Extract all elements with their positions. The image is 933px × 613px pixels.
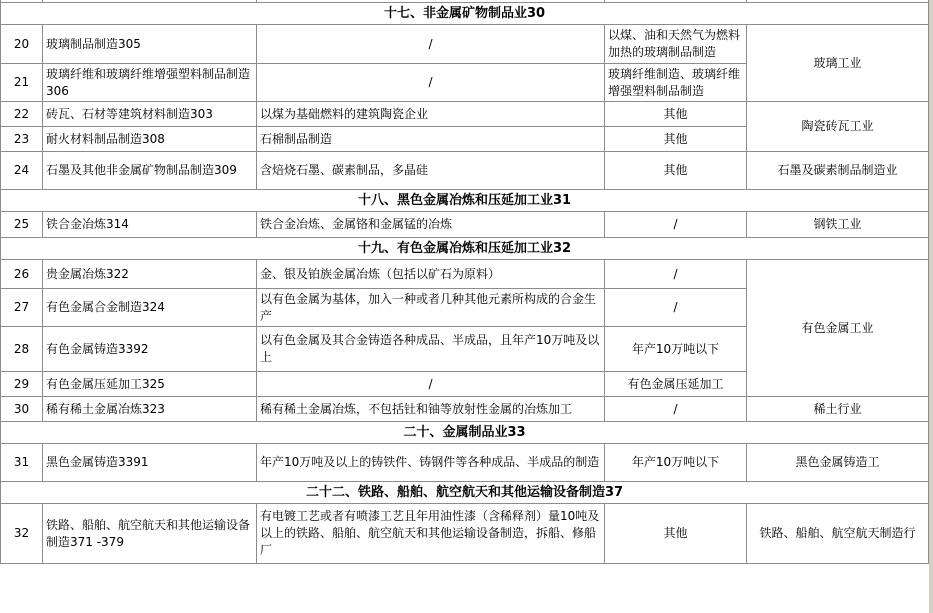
group-cell: 黑色金属铸造工 [747,444,929,482]
group-cell: 有色金属工业 [747,260,929,397]
row-number: 21 [1,64,43,102]
industry-cell: 有色金属合金制造324 [43,289,257,327]
industry-cell: 玻璃纤维和玻璃纤维增强塑料制品制造306 [43,64,257,102]
scope-cell: / [257,372,605,397]
industry-cell: 铁路、船舶、航空航天和其他运输设备制造371 -379 [43,504,257,564]
table-row [1,25,929,64]
window-edge [929,0,933,613]
row-number: 22 [1,102,43,127]
table-row [1,152,929,190]
section-row [1,422,929,444]
category-cell: / [605,260,747,289]
section-row [1,190,929,212]
scope-cell: 铁合金冶炼、金属铬和金属锰的冶炼 [257,212,605,238]
group-cell: 稀土行业 [747,397,929,422]
industry-cell: 稀有稀土金属冶炼323 [43,397,257,422]
row-number: 29 [1,372,43,397]
category-cell: / [605,397,747,422]
row-number: 30 [1,397,43,422]
row-number: 23 [1,127,43,152]
category-cell: 以煤、油和天然气为燃料加热的玻璃制品制造 [605,25,747,64]
row-number: 26 [1,260,43,289]
section-title: 十七、非金属矿物制品业30 [1,3,929,25]
scope-cell: 石棉制品制造 [257,127,605,152]
industry-cell: 有色金属铸造3392 [43,327,257,372]
industry-cell: 贵金属冶炼322 [43,260,257,289]
industry-cell: 石墨及其他非金属矿物制品制造309 [43,152,257,190]
industry-cell: 耐火材料制品制造308 [43,127,257,152]
table-row [1,504,929,564]
category-cell: 其他 [605,102,747,127]
section-row [1,238,929,260]
scope-cell: 有电镀工艺或者有喷漆工艺且年用油性漆（含稀释剂）量10吨及以上的铁路、船舶、航空航天和其他运输设备制造，拆船、修船厂 [257,504,605,564]
scope-cell: / [257,64,605,102]
table-row [1,397,929,422]
category-cell: 其他 [605,127,747,152]
category-cell: / [605,212,747,238]
category-cell: 年产10万吨以下 [605,444,747,482]
section-row [1,3,929,25]
category-cell: 有色金属压延加工 [605,372,747,397]
table-row [1,102,929,127]
industry-cell: 黑色金属铸造3391 [43,444,257,482]
table-row [1,444,929,482]
row-number: 27 [1,289,43,327]
row-number: 25 [1,212,43,238]
scope-cell: 含焙烧石墨、碳素制品，多晶硅 [257,152,605,190]
table-row [1,212,929,238]
section-title: 十八、黑色金属冶炼和压延加工业31 [1,190,929,212]
section-row [1,482,929,504]
section-title: 十九、有色金属冶炼和压延加工业32 [1,238,929,260]
row-number: 24 [1,152,43,190]
group-cell: 陶瓷砖瓦工业 [747,102,929,152]
industry-cell: 砖瓦、石材等建筑材料制造303 [43,102,257,127]
row-number: 20 [1,25,43,64]
scope-cell: / [257,25,605,64]
group-cell: 玻璃工业 [747,25,929,102]
category-cell: / [605,289,747,327]
scope-cell: 年产10万吨及以上的铸铁件、铸钢件等各种成品、半成品的制造 [257,444,605,482]
group-cell: 铁路、船舶、航空航天制造行 [747,504,929,564]
industry-cell: 铁合金冶炼314 [43,212,257,238]
scope-cell: 稀有稀土金属冶炼，不包括钍和铀等放射性金属的冶炼加工 [257,397,605,422]
industry-cell: 玻璃制品制造305 [43,25,257,64]
group-cell: 钢铁工业 [747,212,929,238]
category-cell: 其他 [605,152,747,190]
industry-cell: 有色金属压延加工325 [43,372,257,397]
section-title: 二十、金属制品业33 [1,422,929,444]
row-number: 28 [1,327,43,372]
row-number: 32 [1,504,43,564]
category-cell: 其他 [605,504,747,564]
scope-cell: 以有色金属为基体，加入一种或者几种其他元素所构成的合金生产 [257,289,605,327]
row-number: 31 [1,444,43,482]
section-title: 二十二、铁路、船舶、航空航天和其他运输设备制造37 [1,482,929,504]
table-row [1,260,929,289]
scope-cell: 以有色金属及其合金铸造各种成品、半成品，且年产10万吨及以上 [257,327,605,372]
scope-cell: 金、银及铂族金属冶炼（包括以矿石为原料） [257,260,605,289]
group-cell: 石墨及碳素制品制造业 [747,152,929,190]
scope-cell: 以煤为基础燃料的建筑陶瓷企业 [257,102,605,127]
category-cell: 年产10万吨以下 [605,327,747,372]
category-cell: 玻璃纤维制造、玻璃纤维增强塑料制品制造 [605,64,747,102]
